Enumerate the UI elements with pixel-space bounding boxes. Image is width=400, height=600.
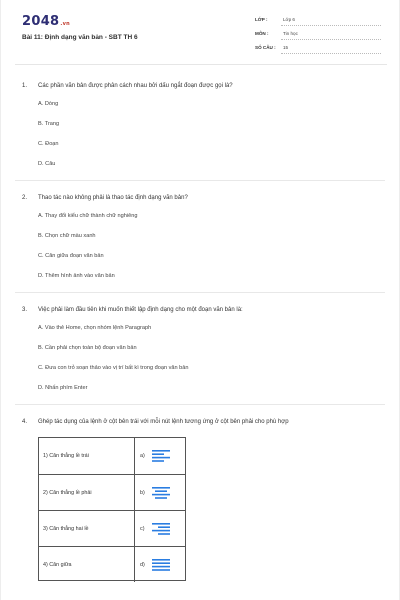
match-left-cell (39, 438, 135, 474)
meta-subject (255, 29, 381, 40)
meta-class-label: LỚP : (255, 17, 268, 22)
align-left-icon (152, 450, 170, 462)
meta-question-count (255, 43, 381, 54)
align-right-icon (152, 523, 170, 535)
meta-question-count-underline (281, 53, 381, 54)
align-justify-icon (152, 559, 170, 571)
meta-class-underline (281, 25, 381, 26)
option-c[interactable]: C. Căn giữa đoạn văn bản (38, 253, 104, 259)
meta-subject-value: Tin học (283, 31, 298, 36)
match-left-cell (39, 475, 135, 510)
table-row (39, 438, 185, 474)
option-b[interactable]: B. Chọn chữ màu xanh (38, 233, 96, 239)
meta-subject-label: MÔN : (255, 31, 269, 36)
match-left-cell (39, 511, 135, 546)
logo-sub: .vn (60, 21, 71, 27)
match-left-text: 1) Căn thẳng lề trái (43, 453, 89, 459)
question-text: Ghép tác dụng của lệnh ở cột bên trái với mỗi nút lệnh tương ứng ở cột bên phải cho phù hợp (38, 419, 289, 425)
option-c[interactable]: C. Đưa con trỏ soạn thảo vào vị trí bất kì trong đoạn văn bản (38, 365, 189, 371)
option-a[interactable]: A. Thay đổi kiểu chữ thành chữ nghiêng (38, 213, 138, 219)
table-row (39, 474, 185, 510)
table-row (39, 546, 185, 582)
option-b[interactable]: B. Cần phải chọn toàn bộ đoạn văn bản (38, 345, 137, 351)
question-divider (15, 404, 385, 405)
question-text: Thao tác nào không phải là thao tác định dạng văn bản? (38, 195, 188, 201)
match-letter: c) (140, 525, 145, 532)
meta-subject-underline (281, 39, 381, 40)
match-right-cell (135, 547, 185, 582)
match-left-text: 4) Căn giữa (43, 561, 72, 568)
question-divider (15, 180, 385, 181)
option-a[interactable]: A. Dòng (38, 101, 59, 107)
option-d[interactable]: D. Câu (38, 161, 56, 167)
question-number: 1. (22, 83, 28, 89)
option-d[interactable]: D. Nhấn phím Enter (38, 385, 88, 391)
match-right-cell (135, 438, 185, 474)
header-divider (15, 64, 387, 65)
question-divider (15, 292, 385, 293)
match-letter: b) (140, 489, 145, 496)
match-left-cell (39, 547, 135, 582)
match-right-cell (135, 511, 185, 546)
question-number: 3. (22, 307, 28, 313)
matching-table (38, 437, 186, 581)
match-letter: d) (140, 561, 145, 568)
option-d[interactable]: D. Thêm hình ảnh vào văn bản (38, 273, 115, 279)
match-right-cell (135, 475, 185, 510)
match-left-text: 2) Căn thẳng lề phải (43, 489, 92, 496)
match-left-text: 3) Căn thẳng hai lề (43, 525, 89, 532)
meta-question-count-label: SỐ CÂU : (255, 45, 276, 50)
site-logo[interactable] (22, 14, 70, 29)
logo-main: 2048 (22, 14, 60, 29)
question-text: Việc phải làm đầu tiên khi muốn thiết lập định dạng cho một đoạn văn bản là: (38, 307, 243, 313)
document-title: Bài 11: Định dạng văn bản - SBT TH 6 (22, 34, 138, 41)
meta-class (255, 15, 381, 26)
document-header (1, 0, 400, 66)
question-number: 4. (22, 419, 28, 425)
align-center-icon (152, 487, 170, 499)
question-text: Các phần văn bản được phân cách nhau bởi dấu ngắt đoạn được gọi là? (38, 83, 233, 89)
meta-class-value: Lớp 6 (283, 17, 295, 22)
option-c[interactable]: C. Đoạn (38, 141, 59, 147)
match-letter: a) (140, 453, 145, 459)
option-b[interactable]: B. Trang (38, 121, 60, 127)
option-a[interactable]: A. Vào thẻ Home, chọn nhóm lệnh Paragraph (38, 325, 152, 331)
table-row (39, 510, 185, 546)
meta-question-count-value: 15 (283, 45, 289, 50)
question-number: 2. (22, 195, 28, 201)
